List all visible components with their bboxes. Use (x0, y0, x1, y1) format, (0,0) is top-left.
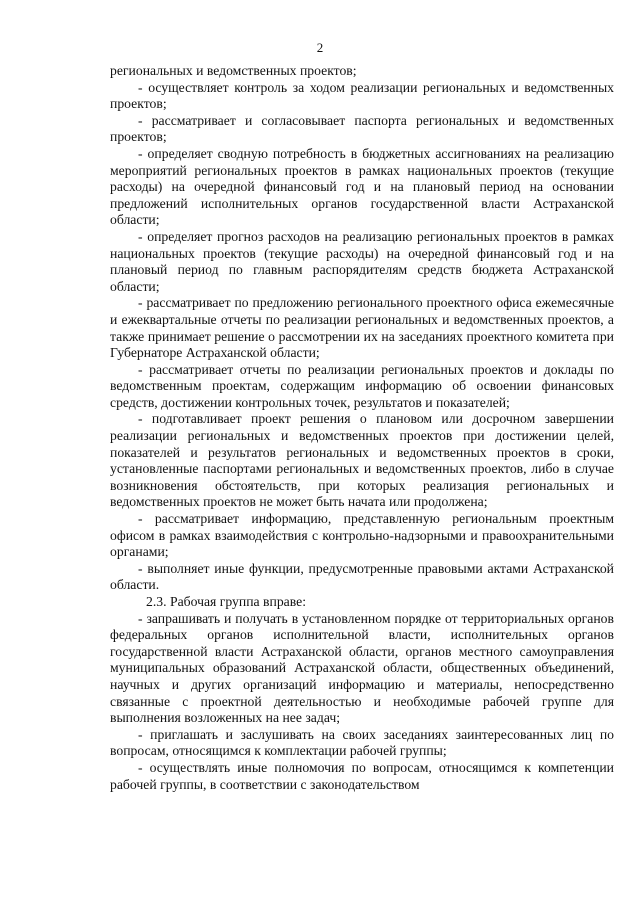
paragraph-expense-forecast: - определяет прогноз расходов на реализацию региональных проектов в рамках национальных проектов (текущие расходы) на очередной финансовый год и на плановый период по главным распорядителям средств бюджета Астраханской области; (110, 228, 614, 294)
paragraph-request-information: - запрашивать и получать в установленном порядке от территориальных органов федеральных органов исполнительной власти, исполнительных органов государственной власти Астраханской области, органов местного самоуправления муниципальных образований Астраханской области, общественных объединений, научных и других организаций информацию и материалы, непосредственно связанные с проектной деятельностью и необходимые рабочей группе для выполнения возложенных на нее задач; (110, 610, 614, 726)
paragraph-implementation-reports: - рассматривает отчеты по реализации региональных проектов и доклады по ведомственным проектам, содержащим информацию об освоении финансовых средств, достижении контрольных точек, результатов и показателей; (110, 361, 614, 410)
paragraph-approve-passports: - рассматривает и согласовывает паспорта региональных и ведомственных проектов; (110, 112, 614, 145)
paragraph-monthly-reports: - рассматривает по предложению регионального проектного офиса ежемесячные и ежеквартальные отчеты по реализации региональных и ведомственных проектов, а также принимает решение о рассмотрении их на заседаниях проектного комитета при Губернаторе Астраханской области; (110, 295, 614, 361)
paragraph-invite-persons: - приглашать и заслушивать на своих заседаниях заинтересованных лиц по вопросам, относящимся к комплектации рабочей группы; (110, 726, 614, 759)
page-number: 2 (316, 40, 324, 55)
paragraph-other-functions: - выполняет иные функции, предусмотренные правовыми актами Астраханской области. (110, 560, 614, 593)
section-heading-2-3: 2.3. Рабочая группа вправе: (146, 594, 307, 609)
paragraph-other-powers: - осуществлять иные полномочия по вопросам, относящимся к компетенции рабочей группы, в соответствии с законодательством (110, 759, 614, 792)
document-body (110, 63, 614, 793)
paragraph-oversight-info: - рассматривает информацию, представленную региональным проектным офисом в рамках взаимодействия с контрольно-надзорными и правоохранительными органами; (110, 511, 614, 560)
paragraph-budget-needs: - определяет сводную потребность в бюджетных ассигнованиях на реализацию мероприятий региональных проектов в рамках национальных проектов (текущие расходы) на очередной финансовый год и на плановый период на основании предложений исполнительных органов государственной власти Астраханской области; (110, 145, 614, 228)
paragraph-completion-decision: - подготавливает проект решения о плановом или досрочном завершении реализации региональных и ведомственных проектов при достижении целей, показателей и результатов региональных и ведомственных проектов в сроки, установленные паспортами региональных и ведомственных проектов, либо в случае возникновения обстоятельств, при которых реализация региональных и ведомственных проектов не может быть начата или продолжена; (110, 411, 614, 510)
paragraph-continuation: региональных и ведомственных проектов; (110, 63, 357, 78)
paragraph-control-implementation: - осуществляет контроль за ходом реализации региональных и ведомственных проектов; (110, 79, 614, 112)
